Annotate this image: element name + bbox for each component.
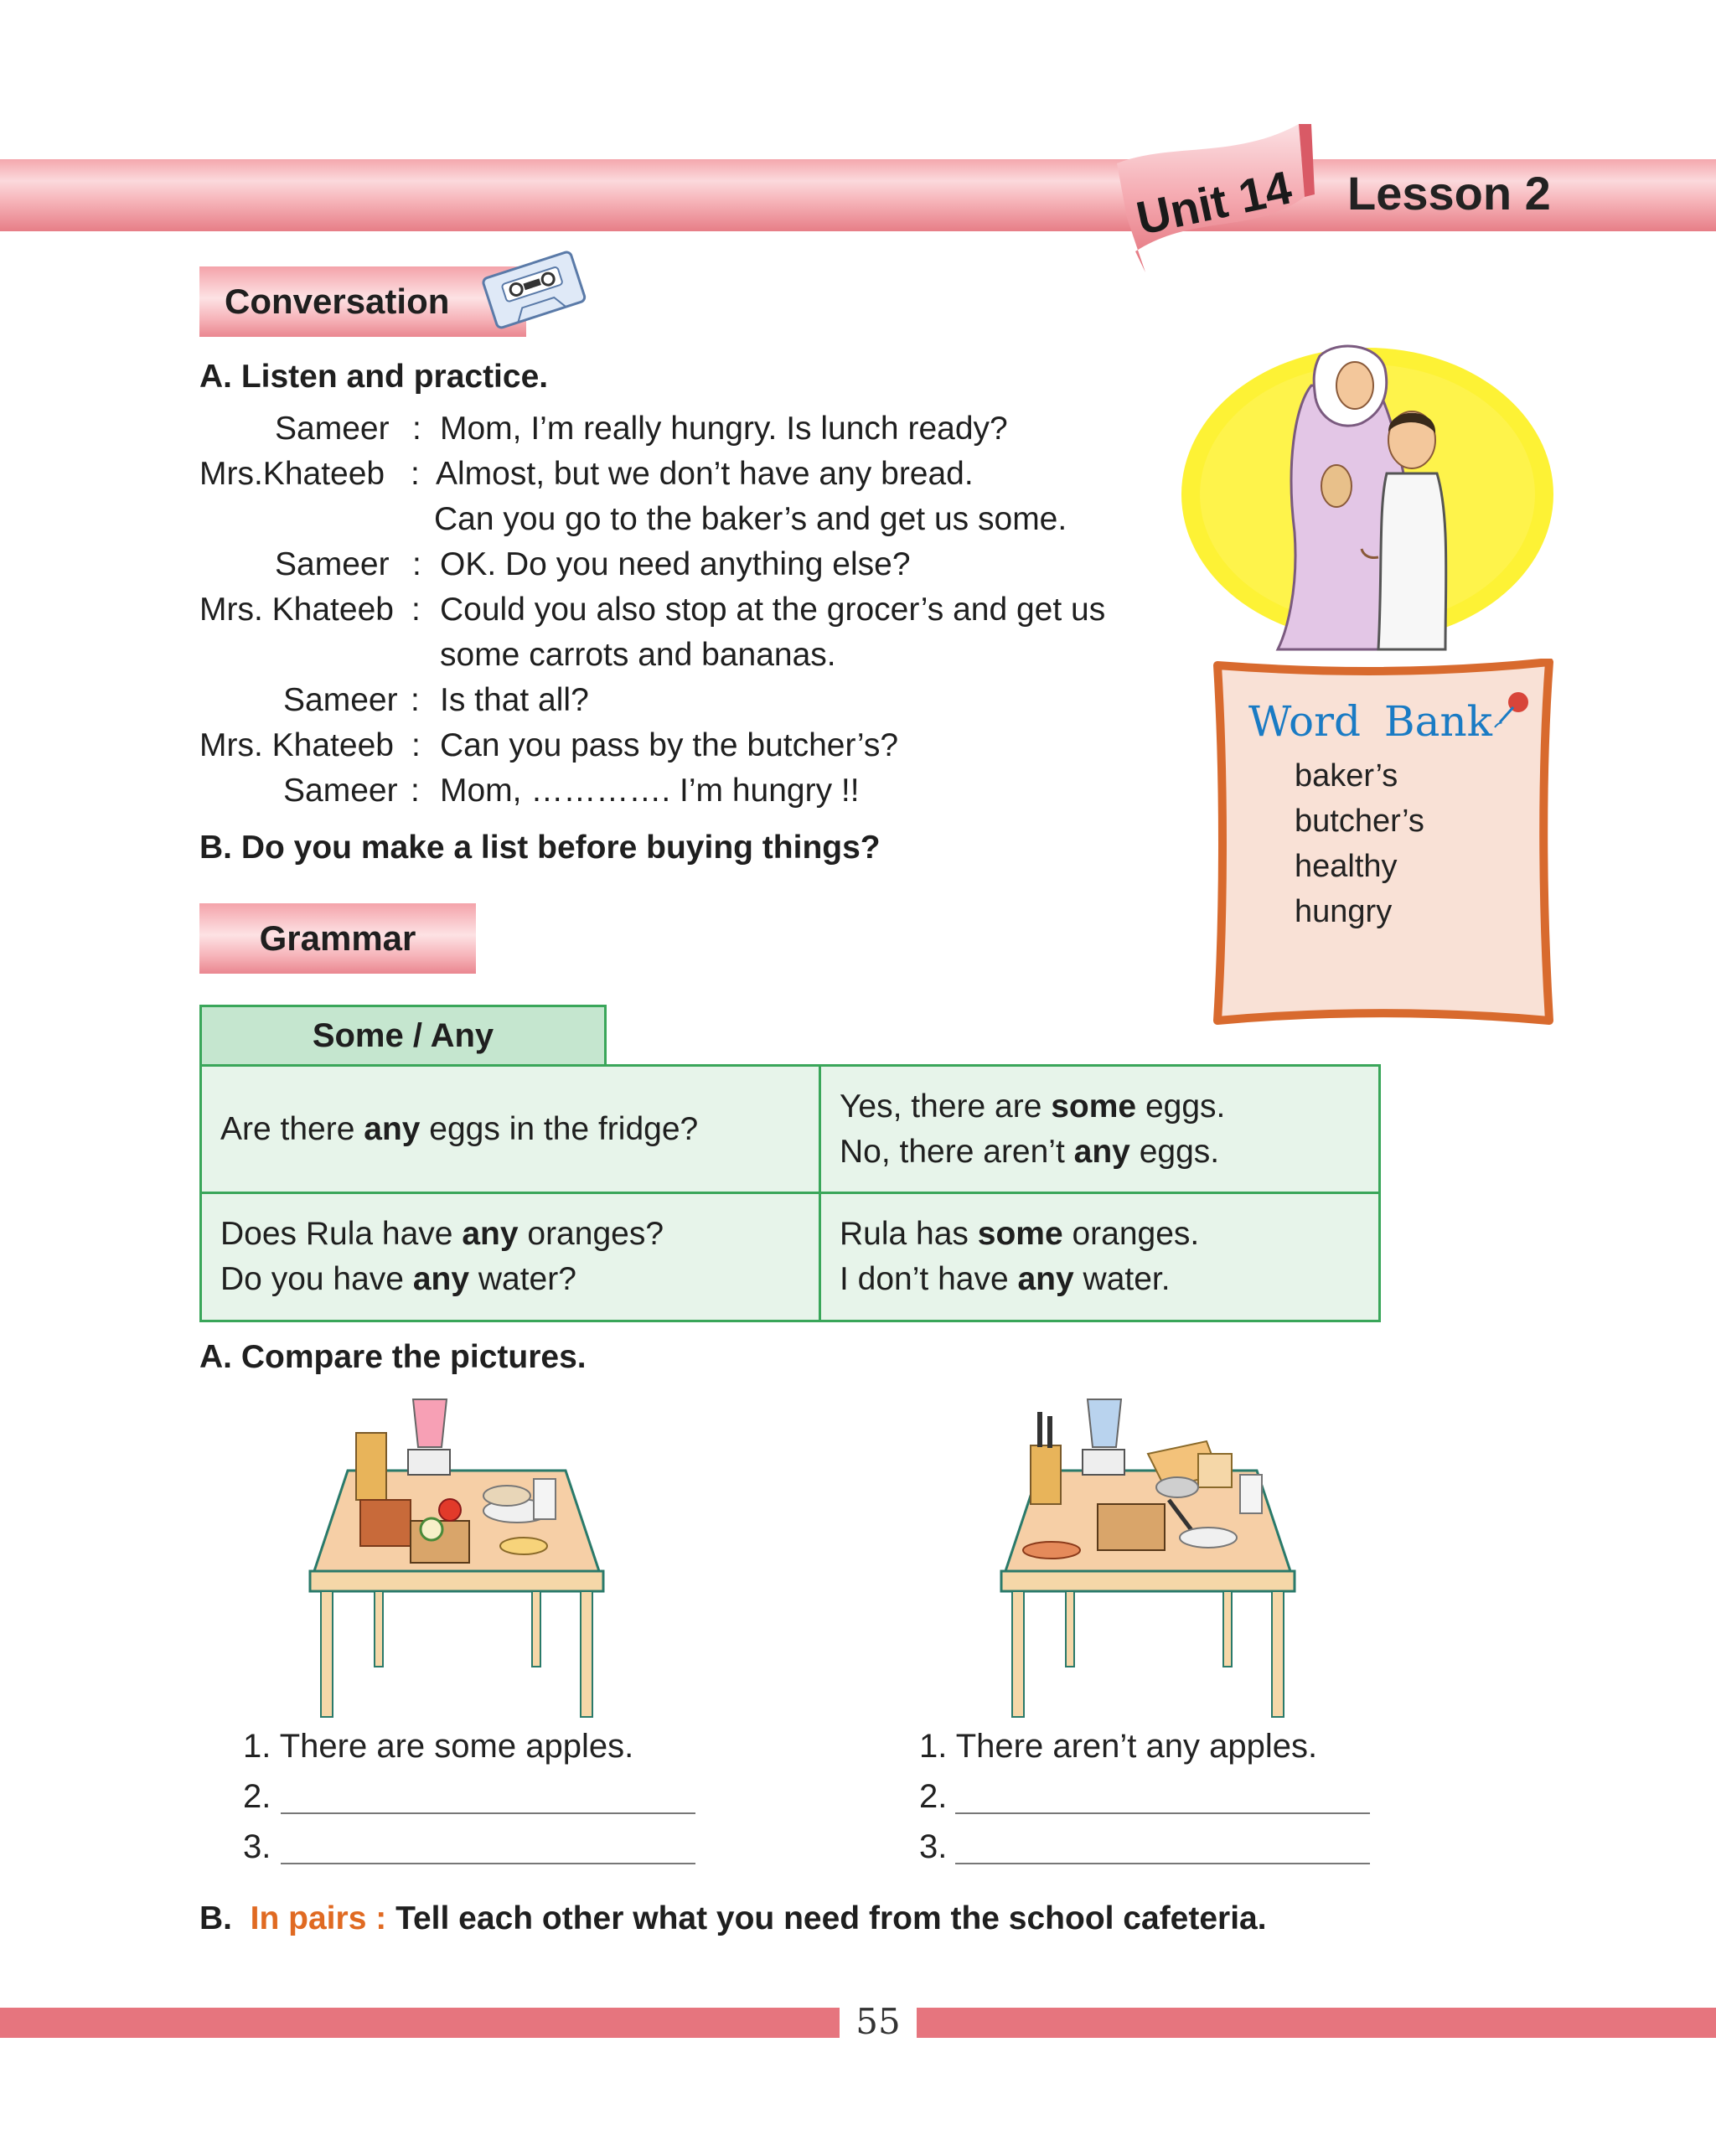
grammar-sentence: Yes, there are some eggs. xyxy=(840,1088,1226,1125)
answer-blank[interactable] xyxy=(281,1863,695,1864)
answer-blank[interactable] xyxy=(281,1812,695,1814)
some-any-title: Some / Any xyxy=(312,1016,494,1054)
grammar-table-title xyxy=(199,1005,607,1067)
word-bank-title: Word Bank xyxy=(1248,697,1492,746)
list-question-heading: B. Do you make a list before buying things? xyxy=(199,830,881,866)
compare-pictures-heading: A. Compare the pictures. xyxy=(199,1339,587,1375)
answer-blank[interactable] xyxy=(955,1863,1370,1864)
word-bank-word: healthy xyxy=(1295,849,1398,884)
dialogue-line: Almost, but we don’t have any bread. xyxy=(436,456,974,492)
table-with-food-illustration xyxy=(297,1395,616,1722)
grammar-sentence: Are there any eggs in the fridge? xyxy=(220,1110,699,1147)
dialogue-line: Can you pass by the butcher’s? xyxy=(440,727,899,763)
pen-nib-icon xyxy=(1491,687,1535,731)
grammar-sentence: Do you have any water? xyxy=(220,1261,576,1297)
cassette-icon xyxy=(479,243,588,335)
grammar-sentence: Rula has some oranges. xyxy=(840,1216,1200,1252)
answer-number: 3. xyxy=(919,1828,948,1865)
mother-son-illustration xyxy=(1169,339,1567,662)
colon-separator: : xyxy=(412,546,421,582)
colon-separator: : xyxy=(412,411,421,447)
in-pairs-text: Tell each other what you need from the school cafeteria. xyxy=(395,1900,1267,1936)
part-b-prefix: B. xyxy=(199,1900,232,1936)
listen-practice-heading: A. Listen and practice. xyxy=(199,359,549,395)
in-pairs-instruction xyxy=(199,1900,1267,1937)
dialogue-line: Mom, I’m really hungry. Is lunch ready? xyxy=(440,411,1008,447)
unit-label: Unit 14 xyxy=(1131,160,1296,245)
unit-ribbon xyxy=(1110,117,1320,277)
dialogue-line: Can you go to the baker’s and get us some. xyxy=(434,501,1067,537)
answer-line-1: 1. There aren’t any apples. xyxy=(919,1728,1318,1765)
colon-separator: : xyxy=(411,773,420,809)
grammar-tab-label: Grammar xyxy=(259,918,416,958)
speaker-label: Sameer xyxy=(275,546,390,582)
colon-separator: : xyxy=(411,727,421,763)
grammar-answer-cell xyxy=(819,1064,1381,1194)
speaker-label: Mrs.Khateeb xyxy=(199,456,385,492)
colon-separator: : xyxy=(411,592,421,628)
footer-band-right xyxy=(917,2008,1716,2038)
grammar-sentence: Does Rula have any oranges? xyxy=(220,1216,664,1252)
dialogue-line: Mom, …………. I’m hungry !! xyxy=(440,773,860,809)
answer-number: 2. xyxy=(919,1778,948,1815)
word-bank-word: hungry xyxy=(1295,894,1393,929)
grammar-tab xyxy=(199,903,476,974)
dialogue-line: Could you also stop at the grocer’s and get us xyxy=(440,592,1106,628)
dialogue-line: OK. Do you need anything else? xyxy=(440,546,911,582)
word-bank-word: baker’s xyxy=(1295,758,1398,794)
answer-line-1: 1. There are some apples. xyxy=(243,1728,634,1765)
conversation-tab-label: Conversation xyxy=(225,282,450,321)
colon-separator: : xyxy=(411,456,420,492)
colon-separator: : xyxy=(411,682,420,718)
grammar-question-cell xyxy=(199,1192,821,1322)
in-pairs-label: In pairs : xyxy=(250,1900,387,1936)
speaker-label: Sameer xyxy=(275,411,390,447)
speaker-label: Sameer xyxy=(283,773,398,809)
grammar-answer-cell xyxy=(819,1192,1381,1322)
speaker-label: Sameer xyxy=(283,682,398,718)
footer-band-left xyxy=(0,2008,840,2038)
word-bank-word: butcher’s xyxy=(1295,804,1424,839)
grammar-sentence: I don’t have any water. xyxy=(840,1261,1171,1297)
grammar-sentence: No, there aren’t any eggs. xyxy=(840,1133,1220,1170)
answer-number: 2. xyxy=(243,1778,271,1815)
answer-number: 3. xyxy=(243,1828,271,1865)
conversation-tab xyxy=(199,266,526,337)
table-without-apples-illustration xyxy=(989,1395,1307,1722)
page-number: 55 xyxy=(855,2001,901,2042)
speaker-label: Mrs. Khateeb xyxy=(199,727,394,763)
grammar-question-cell xyxy=(199,1064,821,1194)
answer-blank[interactable] xyxy=(955,1812,1370,1814)
speaker-label: Mrs. Khateeb xyxy=(199,592,394,628)
dialogue-line: some carrots and bananas. xyxy=(440,637,836,673)
dialogue-line: Is that all? xyxy=(440,682,589,718)
lesson-label: Lesson 2 xyxy=(1347,167,1551,220)
